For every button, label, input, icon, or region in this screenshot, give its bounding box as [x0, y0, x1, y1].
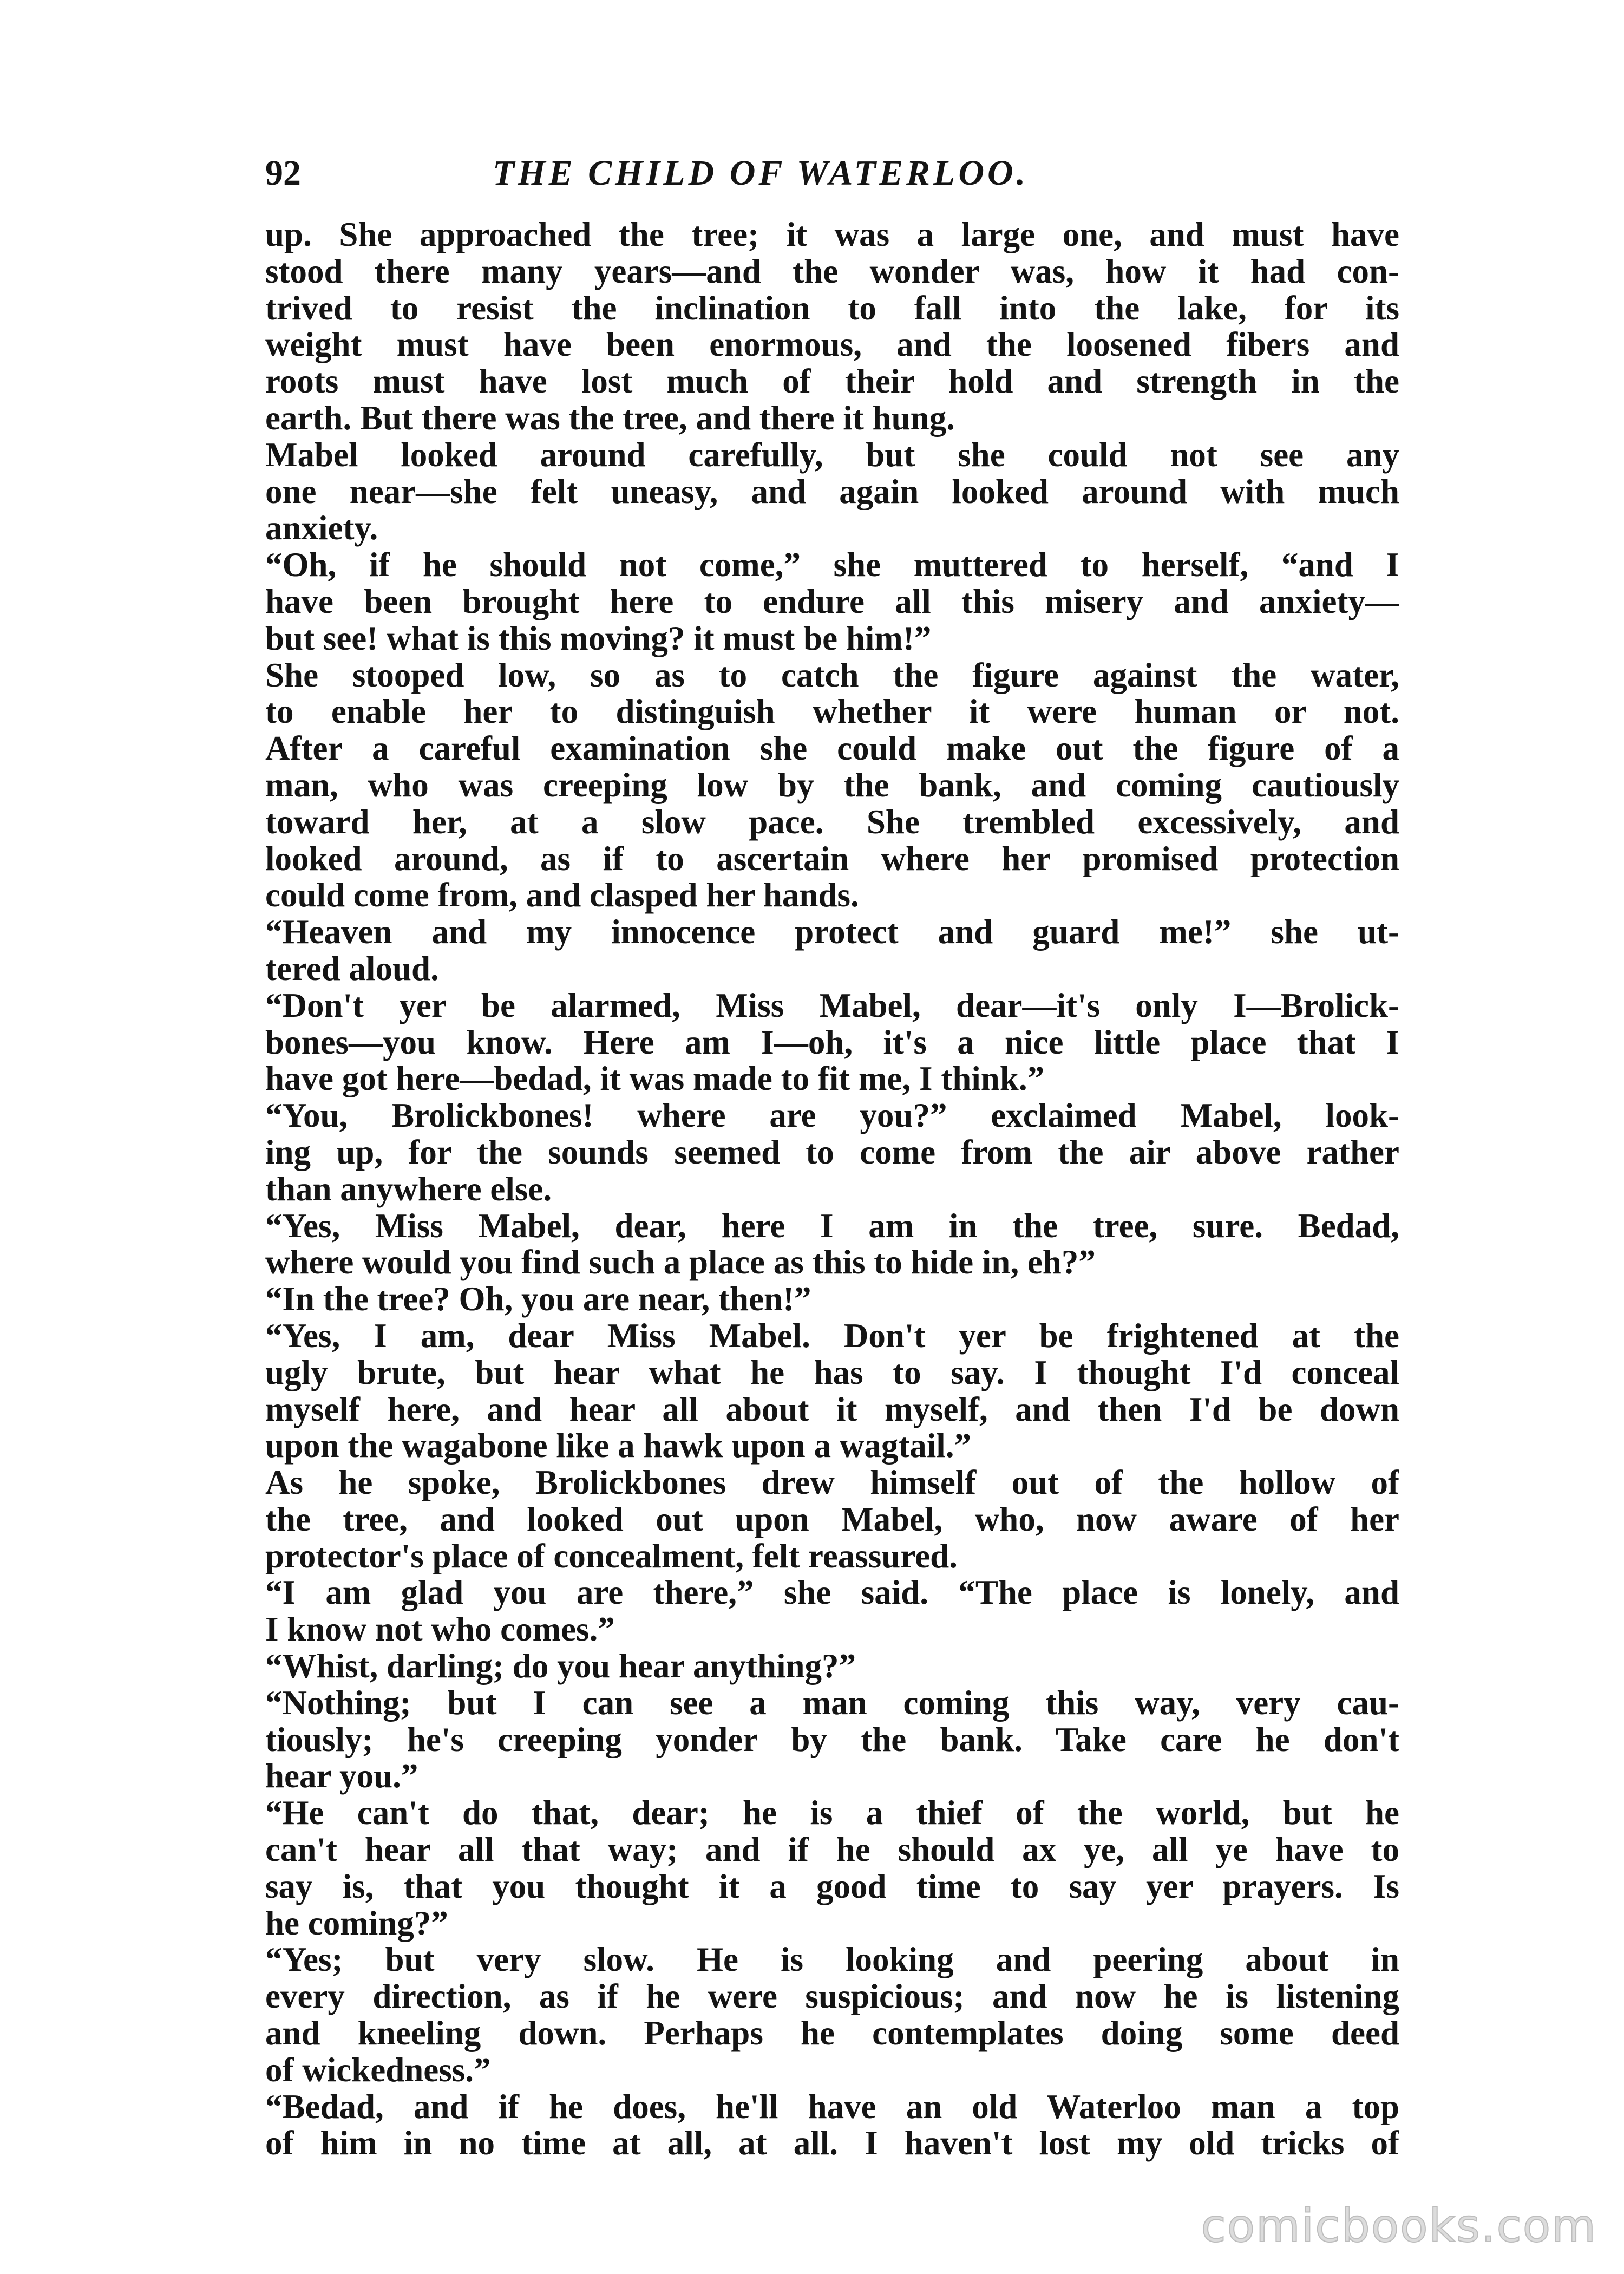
text-line: toward her, at a slow pace. She trembled excessively, and	[265, 803, 1399, 841]
text-line: but see! what is this moving? it must be him!”	[265, 620, 932, 657]
text-line: could come from, and clasped her hands.	[265, 877, 859, 914]
text-line: one near—she felt uneasy, and again looked around with much	[265, 473, 1399, 511]
text-line: ugly brute, but hear what he has to say. I thought I'd conceal	[265, 1354, 1399, 1391]
text-line: up. She approached the tree; it was a large one, and must have	[265, 217, 1399, 253]
watermark: comicbooks.com	[1201, 2199, 1597, 2252]
text-line: “I am glad you are there,” she said. “The place is lonely, and	[265, 1574, 1399, 1612]
body-text	[265, 217, 1399, 2177]
text-line: myself here, and hear all about it myself, and then I'd be down	[265, 1391, 1399, 1428]
text-line: After a careful examination she could make out the figure of a	[265, 730, 1399, 767]
text-line: can't hear all that way; and if he should ax ye, all ye have to	[265, 1832, 1399, 1868]
text-line: “Nothing; but I can see a man coming this way, very cau-	[265, 1684, 1399, 1722]
text-line: bones—you know. Here am I—oh, it's a nice little place that I	[265, 1024, 1399, 1061]
text-line: earth. But there was the tree, and there it hung.	[265, 400, 955, 437]
running-title: THE CHILD OF WATERLOO.	[493, 153, 1029, 193]
text-line: hear you.”	[265, 1758, 418, 1795]
text-line: where would you find such a place as this to hide in, eh?”	[265, 1244, 1096, 1282]
text-line: tered aloud.	[265, 950, 439, 988]
text-line: of wickedness.”	[265, 2051, 491, 2089]
text-line: “In the tree? Oh, you are near, then!”	[265, 1281, 811, 1318]
text-line: As he spoke, Brolickbones drew himself out of the hollow of	[265, 1465, 1399, 1501]
text-line: to enable her to distinguish whether it were human or not.	[265, 694, 1399, 731]
text-line: stood there many years—and the wonder was, how it had con-	[265, 253, 1399, 290]
text-line: “Oh, if he should not come,” she muttered to herself, “and I	[265, 547, 1399, 584]
text-line: trived to resist the inclination to fall into the lake, for its	[265, 290, 1399, 327]
text-line: have got here—bedad, it was made to fit me, I think.”	[265, 1061, 1045, 1098]
text-line: looked around, as if to ascertain where her promised protection	[265, 840, 1399, 878]
text-line: weight must have been enormous, and the loosened fibers and	[265, 326, 1399, 364]
text-line: the tree, and looked out upon Mabel, who, now aware of her	[265, 1501, 1399, 1538]
text-line: upon the wagabone like a hawk upon a wagtail.”	[265, 1428, 972, 1465]
text-line: anxiety.	[265, 510, 378, 547]
text-line: “Bedad, and if he does, he'll have an old Waterloo man a top	[265, 2088, 1399, 2126]
text-line: protector's place of concealment, felt reassured.	[265, 1538, 958, 1575]
text-line: roots must have lost much of their hold and strength in the	[265, 363, 1399, 400]
text-line: “Yes; but very slow. He is looking and peering about in	[265, 1942, 1399, 1979]
text-line: I know not who comes.”	[265, 1611, 615, 1649]
text-line: “He can't do that, dear; he is a thief of the world, but he	[265, 1795, 1399, 1832]
text-line: he coming?”	[265, 1905, 448, 1942]
text-line: “Don't yer be alarmed, Miss Mabel, dear—it's only I—Brolick-	[265, 987, 1399, 1024]
text-line: have been brought here to endure all this misery and anxiety—	[265, 583, 1399, 620]
text-line: tiously; he's creeping yonder by the bank. Take care he don't	[265, 1721, 1399, 1759]
text-line: of him in no time at all, at all. I haven't lost my old tricks of	[265, 2125, 1399, 2162]
text-line: every direction, as if he were suspicious; and now he is listening	[265, 1978, 1399, 2016]
text-line: say is, that you thought it a good time to say yer prayers. Is	[265, 1868, 1399, 1905]
text-line: Mabel looked around carefully, but she could not see any	[265, 436, 1399, 474]
text-line: than anywhere else.	[265, 1171, 552, 1208]
text-line: and kneeling down. Perhaps he contemplates doing some deed	[265, 2015, 1399, 2052]
text-line: “Whist, darling; do you hear anything?”	[265, 1648, 856, 1685]
text-line: She stooped low, so as to catch the figure against the water,	[265, 657, 1399, 694]
text-line: “Yes, Miss Mabel, dear, here I am in the tree, sure. Bedad,	[265, 1207, 1399, 1245]
text-line: ing up, for the sounds seemed to come from the air above rather	[265, 1134, 1399, 1171]
text-line: “Heaven and my innocence protect and guard me!” she ut-	[265, 914, 1399, 951]
text-line: “Yes, I am, dear Miss Mabel. Don't yer be frightened at the	[265, 1317, 1399, 1355]
running-head	[265, 149, 1402, 198]
page-number: 92	[265, 153, 301, 193]
text-line: man, who was creeping low by the bank, and coming cautiously	[265, 767, 1399, 804]
text-line: “You, Brolickbones! where are you?” exclaimed Mabel, look-	[265, 1097, 1399, 1134]
